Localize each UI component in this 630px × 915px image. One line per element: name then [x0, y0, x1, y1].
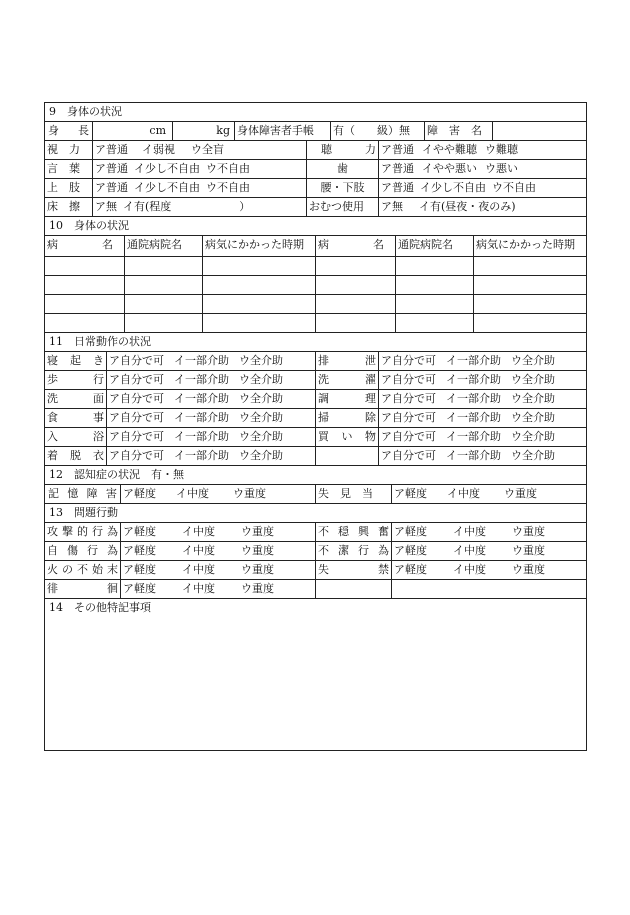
lower-options[interactable]: ア普通 イ少し不自由 ウ不自由 [381, 181, 536, 194]
hospital-cell[interactable] [125, 314, 203, 332]
disorient-options[interactable]: ア軽度 イ中度 ウ重度 [394, 487, 537, 500]
adl-options[interactable]: ア自分で可 イ一部介助 ウ全介助 [107, 428, 316, 446]
table-row [45, 371, 586, 390]
behavior-options[interactable]: ア軽度 イ中度 ウ重度 [394, 525, 545, 538]
adl-options[interactable]: ア自分で可 イ一部介助 ウ全介助 [107, 390, 316, 408]
row-vision-hearing [45, 141, 586, 160]
hospital-cell[interactable] [125, 276, 203, 294]
behavior-label: 火 の 不 始 末 [45, 561, 121, 579]
disease-cell[interactable] [316, 276, 396, 294]
disease-cell[interactable] [45, 276, 125, 294]
hearing-label: 聴 力 [307, 141, 379, 159]
adl-options[interactable]: ア自分で可 イ一部介助 ウ全介助 [381, 373, 555, 386]
behavior-options[interactable]: ア軽度 イ中度 ウ重度 [394, 563, 545, 576]
behavior-options[interactable]: ア軽度 イ中度 ウ重度 [394, 544, 545, 557]
disorient-label: 失 見 当 [316, 485, 392, 503]
teeth-label: 歯 [307, 160, 379, 178]
behavior-options[interactable]: ア軽度 イ中度 ウ重度 [121, 561, 316, 579]
onset-cell[interactable] [203, 257, 316, 275]
table-row [45, 580, 586, 599]
adl-label: 洗 面 [45, 390, 107, 408]
hospital-cell[interactable] [396, 257, 474, 275]
hearing-options[interactable]: ア普通 イやや難聴 ウ難聴 [381, 143, 518, 156]
vision-options[interactable]: ア普通 イ弱視 ウ全盲 [93, 141, 307, 159]
adl-options[interactable]: ア自分で可 イ一部介助 ウ全介助 [107, 371, 316, 389]
behavior-label: 自 傷 行 為 [45, 542, 121, 560]
behavior-label [316, 580, 392, 598]
adl-label: 歩 行 [45, 371, 107, 389]
behavior-label: 徘 徊 [45, 580, 121, 598]
section-13-header [45, 504, 586, 523]
adl-label: 寝 起 き [45, 352, 107, 370]
section-9-header [45, 103, 586, 122]
notes-area[interactable] [45, 618, 586, 750]
upper-options[interactable]: ア普通 イ少し不自由 ウ不自由 [93, 179, 307, 197]
disease-cell[interactable] [45, 257, 125, 275]
adl-label: 排 泄 [316, 352, 379, 370]
handbook-label: 身体障害者手帳 [235, 122, 331, 140]
table-row [45, 428, 586, 447]
row-height-weight [45, 122, 586, 141]
adl-label: 調 理 [316, 390, 379, 408]
table-row [45, 295, 586, 314]
row-bedsore-diaper [45, 198, 586, 217]
onset-cell[interactable] [203, 295, 316, 313]
memory-options[interactable]: ア軽度 イ中度 ウ重度 [121, 485, 316, 503]
disability-field[interactable] [493, 122, 588, 140]
memory-label: 記 憶 障 害 [45, 485, 121, 503]
bedsore-options[interactable]: ア無 イ有(程度 ） [93, 198, 307, 216]
hospital-cell[interactable] [396, 295, 474, 313]
adl-label [316, 447, 379, 465]
adl-label: 入 浴 [45, 428, 107, 446]
disease-cell[interactable] [316, 257, 396, 275]
behavior-options[interactable]: ア軽度 イ中度 ウ重度 [121, 542, 316, 560]
table-row [45, 561, 586, 580]
behavior-options[interactable]: ア軽度 イ中度 ウ重度 [121, 580, 316, 598]
behavior-label: 不 穏 興 奮 [316, 523, 392, 541]
adl-options[interactable]: ア自分で可 イ一部介助 ウ全介助 [381, 411, 555, 424]
section-12-title: 12 認知症の状況 有・無 [49, 468, 184, 481]
table-row [45, 390, 586, 409]
disease-name-header-2: 病 名 [316, 236, 396, 256]
section-9-title: 9 身体の状況 [49, 105, 122, 118]
height-field[interactable]: cm [93, 122, 173, 140]
table-row [45, 447, 586, 466]
row-speech-teeth [45, 160, 586, 179]
adl-label: 着 脱 衣 [45, 447, 107, 465]
table-row [45, 542, 586, 561]
handbook-value[interactable]: 有（ 級）無 [331, 122, 425, 140]
height-label: 身 長 [45, 122, 93, 140]
behavior-label: 失 禁 [316, 561, 392, 579]
adl-options[interactable]: ア自分で可 イ一部介助 ウ全介助 [381, 392, 555, 405]
vision-label: 視 力 [45, 141, 93, 159]
section-14 [45, 599, 586, 750]
status-form [44, 102, 587, 751]
onset-cell[interactable] [474, 276, 588, 294]
adl-options[interactable]: ア自分で可 イ一部介助 ウ全介助 [381, 430, 555, 443]
onset-cell[interactable] [474, 314, 588, 332]
adl-options[interactable]: ア自分で可 イ一部介助 ウ全介助 [107, 352, 316, 370]
section-13-title: 13 問題行動 [49, 506, 118, 519]
disease-cell[interactable] [45, 314, 125, 332]
row-dementia [45, 485, 586, 504]
hospital-cell[interactable] [396, 276, 474, 294]
table-row [45, 314, 586, 333]
adl-label: 食 事 [45, 409, 107, 427]
table-row [45, 409, 586, 428]
onset-cell[interactable] [474, 257, 588, 275]
disease-header-row [45, 236, 586, 257]
onset-header-2: 病気にかかった時期 [476, 238, 575, 251]
row-upper-lower [45, 179, 586, 198]
hospital-cell[interactable] [125, 295, 203, 313]
section-12-header [45, 466, 586, 485]
diaper-options[interactable]: ア無 イ有(昼夜・夜のみ) [381, 200, 516, 213]
weight-field[interactable]: kg [173, 122, 235, 140]
behavior-label: 攻 撃 的 行 為 [45, 523, 121, 541]
teeth-options[interactable]: ア普通 イやや悪い ウ悪い [381, 162, 518, 175]
section-11-title: 11 日常動作の状況 [49, 335, 151, 348]
section-14-title: 14 その他特記事項 [49, 601, 151, 614]
diaper-label: おむつ使用 [307, 198, 379, 216]
upper-label: 上 肢 [45, 179, 93, 197]
adl-label: 掃 除 [316, 409, 379, 427]
onset-header: 病気にかかった時期 [203, 236, 316, 256]
adl-label: 洗 濯 [316, 371, 379, 389]
adl-label: 買 い 物 [316, 428, 379, 446]
bedsore-label: 床 擦 [45, 198, 93, 216]
adl-options[interactable]: ア自分で可 イ一部介助 ウ全介助 [107, 409, 316, 427]
table-row [45, 276, 586, 295]
hospital-header-2: 通院病院名 [396, 236, 474, 256]
disease-cell[interactable] [316, 295, 396, 313]
speech-label: 言 葉 [45, 160, 93, 178]
hospital-header: 通院病院名 [125, 236, 203, 256]
adl-options[interactable]: ア自分で可 イ一部介助 ウ全介助 [107, 447, 316, 465]
disease-cell[interactable] [45, 295, 125, 313]
onset-cell[interactable] [203, 314, 316, 332]
onset-cell[interactable] [203, 276, 316, 294]
section-10-title: 10 身体の状況 [49, 219, 129, 232]
table-row [45, 523, 586, 542]
hospital-cell[interactable] [125, 257, 203, 275]
lower-label: 腰・下肢 [307, 179, 379, 197]
disease-cell[interactable] [316, 314, 396, 332]
table-row [45, 257, 586, 276]
adl-options[interactable]: ア自分で可 イ一部介助 ウ全介助 [381, 354, 555, 367]
behavior-options[interactable]: ア軽度 イ中度 ウ重度 [121, 523, 316, 541]
adl-options[interactable]: ア自分で可 イ一部介助 ウ全介助 [381, 449, 555, 462]
disability-label: 障 害 名 [425, 122, 493, 140]
section-10-header [45, 217, 586, 236]
section-11-header [45, 333, 586, 352]
disease-name-header: 病 名 [45, 236, 125, 256]
table-row [45, 352, 586, 371]
hospital-cell[interactable] [396, 314, 474, 332]
behavior-empty [392, 580, 588, 598]
speech-options[interactable]: ア普通 イ少し不自由 ウ不自由 [93, 160, 307, 178]
onset-cell[interactable] [474, 295, 588, 313]
behavior-label: 不 潔 行 為 [316, 542, 392, 560]
